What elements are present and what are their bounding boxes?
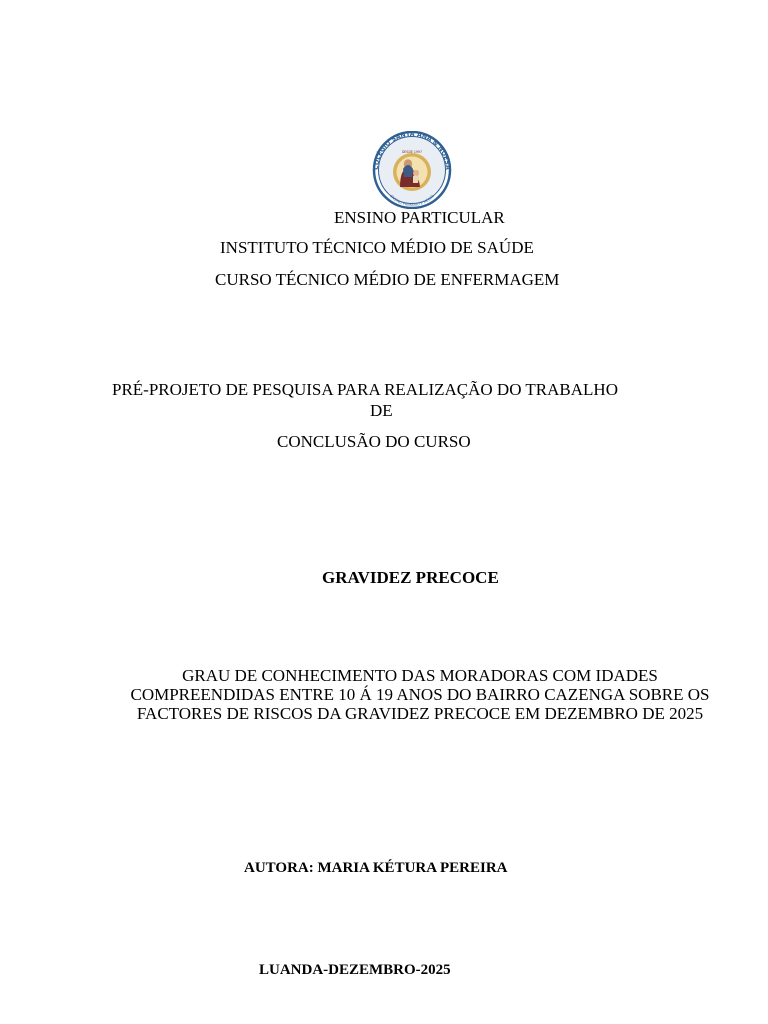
subtitle-line1: GRAU DE CONHECIMENTO DAS MORADORAS COM IDADES <box>182 666 658 685</box>
svg-text:ENSINO PRIMÁRIO E MÉDIO: ENSINO PRIMÁRIO E MÉDIO <box>389 194 435 208</box>
svg-text:DESDE 1997: DESDE 1997 <box>401 150 423 154</box>
header-instituto: INSTITUTO TÉCNICO MÉDIO DE SAÚDE <box>220 238 534 257</box>
research-subtitle <box>100 666 740 723</box>
subtitle-line2: COMPREENDIDAS ENTRE 10 Á 19 ANOS DO BAIRRO CAZENGA SOBRE OS <box>130 685 710 704</box>
svg-text:COLÉGIO SANTA ANA & NOESA: COLÉGIO SANTA ANA & NOESA <box>372 131 452 171</box>
project-title-line2: DE <box>370 401 393 420</box>
header-curso: CURSO TÉCNICO MÉDIO DE ENFERMAGEM <box>215 270 560 289</box>
project-title-line1: PRÉ-PROJETO DE PESQUISA PARA REALIZAÇÃO DO TRABALHO <box>112 380 618 399</box>
place-date-line: LUANDA-DEZEMBRO-2025 <box>259 962 451 978</box>
subtitle-line3: FACTORES DE RISCOS DA GRAVIDEZ PRECOCE EM DEZEMBRO DE 2025 <box>136 704 704 723</box>
theme-title: GRAVIDEZ PRECOCE <box>322 568 499 587</box>
header-ensino-particular: ENSINO PARTICULAR <box>334 208 505 227</box>
project-title-line3: CONCLUSÃO DO CURSO <box>277 432 471 451</box>
author-line: AUTORA: MARIA KÉTURA PEREIRA <box>244 860 508 876</box>
school-seal-logo <box>362 131 462 209</box>
